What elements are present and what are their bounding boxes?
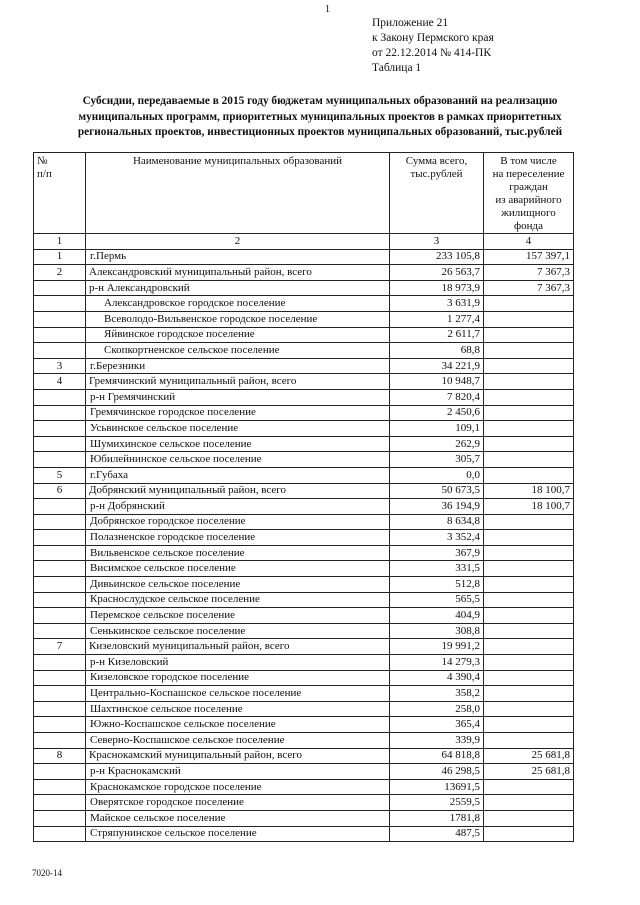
row-name: р-н Кизеловский bbox=[86, 655, 390, 671]
row-number: 2 bbox=[34, 265, 86, 281]
table-row bbox=[34, 311, 574, 327]
row-resettlement bbox=[484, 467, 574, 483]
row-number: 5 bbox=[34, 467, 86, 483]
row-resettlement bbox=[484, 405, 574, 421]
row-number bbox=[34, 655, 86, 671]
row-name: Перемское сельское поселение bbox=[86, 608, 390, 624]
row-number bbox=[34, 545, 86, 561]
row-sum: 0,0 bbox=[390, 467, 484, 483]
table-row bbox=[34, 545, 574, 561]
table-row bbox=[34, 608, 574, 624]
row-sum: 565,5 bbox=[390, 592, 484, 608]
row-sum: 358,2 bbox=[390, 686, 484, 702]
table-row bbox=[34, 499, 574, 515]
row-resettlement bbox=[484, 374, 574, 390]
row-sum: 2 450,6 bbox=[390, 405, 484, 421]
table-row bbox=[34, 436, 574, 452]
row-name: г.Березники bbox=[86, 358, 390, 374]
row-name: г.Пермь bbox=[86, 249, 390, 265]
row-resettlement bbox=[484, 655, 574, 671]
table-row bbox=[34, 327, 574, 343]
header-num bbox=[34, 153, 86, 234]
row-number bbox=[34, 701, 86, 717]
row-number bbox=[34, 452, 86, 468]
row-sum: 50 673,5 bbox=[390, 483, 484, 499]
row-number bbox=[34, 499, 86, 515]
row-resettlement bbox=[484, 358, 574, 374]
table-row bbox=[34, 701, 574, 717]
table-row bbox=[34, 795, 574, 811]
row-sum: 258,0 bbox=[390, 701, 484, 717]
row-number bbox=[34, 311, 86, 327]
row-name: Вильвенское сельское поселение bbox=[86, 545, 390, 561]
row-number bbox=[34, 608, 86, 624]
row-name: Краснослудское сельское поселение bbox=[86, 592, 390, 608]
column-index: 3 bbox=[390, 234, 484, 250]
row-name: Центрально-Коспашское сельское поселение bbox=[86, 686, 390, 702]
row-number bbox=[34, 623, 86, 639]
row-resettlement bbox=[484, 311, 574, 327]
row-number bbox=[34, 577, 86, 593]
table-body bbox=[34, 249, 574, 842]
table-row bbox=[34, 655, 574, 671]
header-resettlement-text: В том числе на переселение граждан из аварийного жилищного фонда bbox=[492, 155, 565, 232]
row-sum: 68,8 bbox=[390, 343, 484, 359]
row-resettlement: 7 367,3 bbox=[484, 265, 574, 281]
row-name: Сенькинское сельское поселение bbox=[86, 623, 390, 639]
row-name: Александровский муниципальный район, всего bbox=[86, 265, 390, 281]
table-row bbox=[34, 717, 574, 733]
row-sum: 2 611,7 bbox=[390, 327, 484, 343]
row-name: Полазненское городское поселение bbox=[86, 530, 390, 546]
row-number: 3 bbox=[34, 358, 86, 374]
table-row bbox=[34, 639, 574, 655]
row-resettlement bbox=[484, 623, 574, 639]
row-sum: 46 298,5 bbox=[390, 764, 484, 780]
header-resettlement bbox=[484, 153, 574, 234]
row-number bbox=[34, 421, 86, 437]
row-sum: 13691,5 bbox=[390, 779, 484, 795]
row-sum: 36 194,9 bbox=[390, 499, 484, 515]
row-sum: 339,9 bbox=[390, 733, 484, 749]
row-name: Юбилейнинское сельское поселение bbox=[86, 452, 390, 468]
row-sum: 2559,5 bbox=[390, 795, 484, 811]
row-name: Краснокамский муниципальный район, всего bbox=[86, 748, 390, 764]
table-row bbox=[34, 779, 574, 795]
row-name: Александровское городское поселение bbox=[86, 296, 390, 312]
table-row bbox=[34, 374, 574, 390]
footer-code: 7020-14 bbox=[32, 868, 62, 878]
row-name: Всеволодо-Вильвенское городское поселение bbox=[86, 311, 390, 327]
table-row bbox=[34, 592, 574, 608]
row-resettlement bbox=[484, 826, 574, 842]
row-name: р-н Добрянский bbox=[86, 499, 390, 515]
row-number: 4 bbox=[34, 374, 86, 390]
table-row bbox=[34, 530, 574, 546]
title-line: муниципальных программ, приоритетных муниципальных проектов в рамках приоритетных bbox=[78, 110, 562, 123]
row-sum: 19 991,2 bbox=[390, 639, 484, 655]
row-resettlement bbox=[484, 421, 574, 437]
row-name: Дивьинское сельское поселение bbox=[86, 577, 390, 593]
row-resettlement bbox=[484, 592, 574, 608]
row-number bbox=[34, 826, 86, 842]
subsidies-table bbox=[33, 152, 574, 842]
row-name: Висимское сельское поселение bbox=[86, 561, 390, 577]
row-name: Шумихинское сельское поселение bbox=[86, 436, 390, 452]
row-name: Гремячинский муниципальный район, всего bbox=[86, 374, 390, 390]
appendix-table-number: Таблица 1 bbox=[372, 62, 422, 74]
row-sum: 512,8 bbox=[390, 577, 484, 593]
row-resettlement: 18 100,7 bbox=[484, 483, 574, 499]
table-row bbox=[34, 249, 574, 265]
row-name: р-н Краснокамский bbox=[86, 764, 390, 780]
row-resettlement bbox=[484, 701, 574, 717]
row-resettlement bbox=[484, 717, 574, 733]
row-number bbox=[34, 686, 86, 702]
appendix-law: к Закону Пермского края bbox=[372, 32, 494, 44]
table-row bbox=[34, 296, 574, 312]
row-resettlement bbox=[484, 545, 574, 561]
row-number: 7 bbox=[34, 639, 86, 655]
table-row bbox=[34, 343, 574, 359]
table-row bbox=[34, 358, 574, 374]
table-row bbox=[34, 389, 574, 405]
appendix-date: от 22.12.2014 № 414-ПК bbox=[372, 47, 492, 59]
row-number: 8 bbox=[34, 748, 86, 764]
header-sum-text: Сумма всего, тыс.рублей bbox=[405, 155, 468, 180]
row-sum: 262,9 bbox=[390, 436, 484, 452]
row-number bbox=[34, 343, 86, 359]
row-name: Добрянский муниципальный район, всего bbox=[86, 483, 390, 499]
row-resettlement bbox=[484, 514, 574, 530]
row-sum: 308,8 bbox=[390, 623, 484, 639]
row-sum: 404,9 bbox=[390, 608, 484, 624]
row-name: р-н Александровский bbox=[86, 280, 390, 296]
row-name: Скопкортненское сельское поселение bbox=[86, 343, 390, 359]
row-name: Шахтинское сельское поселение bbox=[86, 701, 390, 717]
row-sum: 1 277,4 bbox=[390, 311, 484, 327]
row-sum: 34 221,9 bbox=[390, 358, 484, 374]
document-title bbox=[30, 94, 610, 141]
row-name: Гремячинское городское поселение bbox=[86, 405, 390, 421]
table-row bbox=[34, 452, 574, 468]
table-row bbox=[34, 733, 574, 749]
header-sum bbox=[390, 153, 484, 234]
row-resettlement bbox=[484, 561, 574, 577]
row-sum: 331,5 bbox=[390, 561, 484, 577]
row-resettlement bbox=[484, 389, 574, 405]
row-resettlement bbox=[484, 436, 574, 452]
row-name: Кизеловское городское поселение bbox=[86, 670, 390, 686]
row-sum: 1781,8 bbox=[390, 810, 484, 826]
row-resettlement: 25 681,8 bbox=[484, 748, 574, 764]
row-name: р-н Гремячинский bbox=[86, 389, 390, 405]
row-name: Усьвинское сельское поселение bbox=[86, 421, 390, 437]
row-sum: 10 948,7 bbox=[390, 374, 484, 390]
row-sum: 64 818,8 bbox=[390, 748, 484, 764]
row-number bbox=[34, 670, 86, 686]
row-sum: 367,9 bbox=[390, 545, 484, 561]
row-number bbox=[34, 717, 86, 733]
title-line: региональных проектов, инвестиционных проектов муниципальных образований, тыс.рублей bbox=[77, 126, 563, 138]
row-sum: 305,7 bbox=[390, 452, 484, 468]
table-row bbox=[34, 483, 574, 499]
row-number bbox=[34, 296, 86, 312]
table-row bbox=[34, 764, 574, 780]
page-mark: 1 bbox=[325, 4, 330, 15]
row-resettlement bbox=[484, 577, 574, 593]
row-sum: 109,1 bbox=[390, 421, 484, 437]
row-number bbox=[34, 592, 86, 608]
title-line: Субсидии, передаваемые в 2015 году бюджетам муниципальных образований на реализацию bbox=[82, 95, 558, 107]
row-number bbox=[34, 280, 86, 296]
row-sum: 487,5 bbox=[390, 826, 484, 842]
row-number: 6 bbox=[34, 483, 86, 499]
row-resettlement bbox=[484, 639, 574, 655]
row-name: Оверятское городское поселение bbox=[86, 795, 390, 811]
row-resettlement: 157 397,1 bbox=[484, 249, 574, 265]
row-name: Яйвинское городское поселение bbox=[86, 327, 390, 343]
table-row bbox=[34, 826, 574, 842]
table-row bbox=[34, 686, 574, 702]
table-row bbox=[34, 561, 574, 577]
row-name: Кизеловский муниципальный район, всего bbox=[86, 639, 390, 655]
appendix-title: Приложение 21 bbox=[372, 17, 449, 29]
row-number bbox=[34, 405, 86, 421]
row-number bbox=[34, 327, 86, 343]
row-resettlement: 7 367,3 bbox=[484, 280, 574, 296]
row-name: Краснокамское городское поселение bbox=[86, 779, 390, 795]
table-row bbox=[34, 748, 574, 764]
table-row bbox=[34, 405, 574, 421]
row-resettlement: 25 681,8 bbox=[484, 764, 574, 780]
row-number bbox=[34, 514, 86, 530]
header-name-text: Наименование муниципальных образований bbox=[132, 155, 343, 167]
row-sum: 4 390,4 bbox=[390, 670, 484, 686]
table-row bbox=[34, 514, 574, 530]
row-name: Добрянское городское поселение bbox=[86, 514, 390, 530]
table-row bbox=[34, 670, 574, 686]
row-sum: 8 634,8 bbox=[390, 514, 484, 530]
row-name: Стряпунинское сельское поселение bbox=[86, 826, 390, 842]
row-resettlement bbox=[484, 327, 574, 343]
table-row bbox=[34, 810, 574, 826]
row-number bbox=[34, 733, 86, 749]
row-resettlement bbox=[484, 343, 574, 359]
row-number bbox=[34, 436, 86, 452]
row-name: Северно-Коспашское сельское поселение bbox=[86, 733, 390, 749]
row-resettlement bbox=[484, 795, 574, 811]
column-index: 1 bbox=[34, 234, 86, 250]
table-row bbox=[34, 577, 574, 593]
row-resettlement bbox=[484, 779, 574, 795]
row-sum: 14 279,3 bbox=[390, 655, 484, 671]
table-row bbox=[34, 265, 574, 281]
row-number bbox=[34, 530, 86, 546]
column-index-row bbox=[34, 234, 574, 250]
table-row bbox=[34, 467, 574, 483]
row-name: Майское сельское поселение bbox=[86, 810, 390, 826]
row-sum: 7 820,4 bbox=[390, 389, 484, 405]
row-number bbox=[34, 561, 86, 577]
row-number bbox=[34, 764, 86, 780]
row-resettlement bbox=[484, 810, 574, 826]
row-name: г.Губаха bbox=[86, 467, 390, 483]
header-name bbox=[86, 153, 390, 234]
row-resettlement bbox=[484, 530, 574, 546]
row-sum: 18 973,9 bbox=[390, 280, 484, 296]
row-resettlement bbox=[484, 686, 574, 702]
row-sum: 233 105,8 bbox=[390, 249, 484, 265]
row-name: Южно-Коспашское сельское поселение bbox=[86, 717, 390, 733]
row-number bbox=[34, 779, 86, 795]
table-row bbox=[34, 623, 574, 639]
header-num-text: № п/п bbox=[37, 155, 52, 180]
row-resettlement bbox=[484, 733, 574, 749]
row-number: 1 bbox=[34, 249, 86, 265]
table-row bbox=[34, 280, 574, 296]
row-sum: 26 563,7 bbox=[390, 265, 484, 281]
row-resettlement bbox=[484, 670, 574, 686]
table-row bbox=[34, 421, 574, 437]
row-sum: 3 631,9 bbox=[390, 296, 484, 312]
row-resettlement bbox=[484, 452, 574, 468]
row-resettlement: 18 100,7 bbox=[484, 499, 574, 515]
row-sum: 365,4 bbox=[390, 717, 484, 733]
appendix-block bbox=[372, 16, 494, 76]
row-number bbox=[34, 795, 86, 811]
row-resettlement bbox=[484, 608, 574, 624]
column-index: 2 bbox=[86, 234, 390, 250]
row-resettlement bbox=[484, 296, 574, 312]
row-sum: 3 352,4 bbox=[390, 530, 484, 546]
row-number bbox=[34, 389, 86, 405]
row-number bbox=[34, 810, 86, 826]
column-index: 4 bbox=[484, 234, 574, 250]
